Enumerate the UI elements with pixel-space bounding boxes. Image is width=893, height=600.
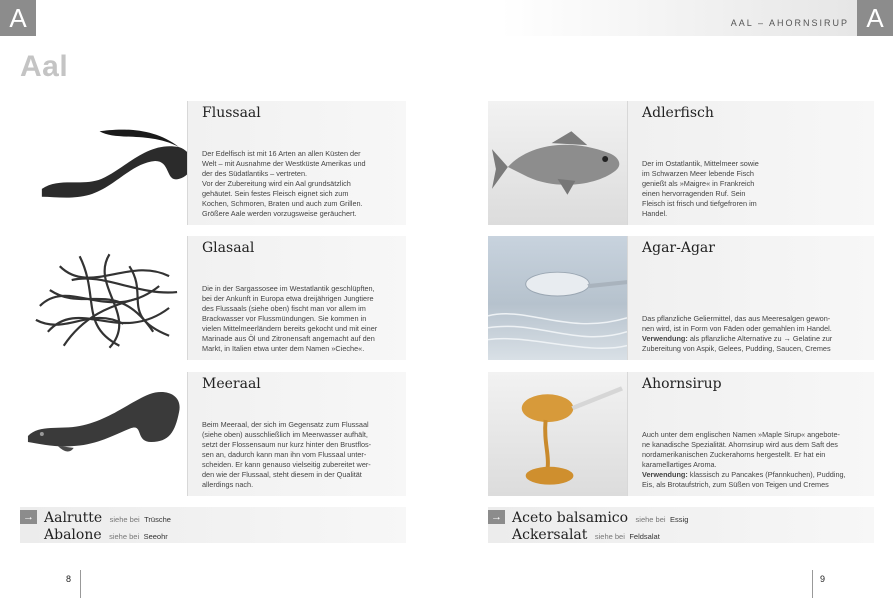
entry-meeraal <box>20 372 406 496</box>
cross-reference-box-left <box>20 507 406 543</box>
entry-title: Agar-Agar <box>642 240 715 256</box>
maple-syrup-spoon-photo <box>488 372 628 496</box>
entry-glasaal <box>20 236 406 360</box>
entry-title: Ahornsirup <box>642 376 722 392</box>
cross-reference: Ackersalat siehe bei Feldsalat <box>512 527 660 543</box>
entry-adlerfisch <box>488 101 874 225</box>
entry-title: Flussaal <box>202 105 261 121</box>
cross-reference: Aceto balsamico siehe bei Essig <box>512 510 689 526</box>
page-letter-right: A <box>857 0 893 36</box>
glass-eels-photo <box>20 236 188 360</box>
running-head: AAL – AHORNSIRUP <box>730 18 849 28</box>
entry-title: Meeraal <box>202 376 261 392</box>
entry-text: Der Edelfisch ist mit 16 Arten an allen Küsten der Welt – mit Ausnahme der Westküste Amerikas und der des Südatlantiks – vertreten. Vor der Zubereitung wird ein Aal grundsätzlich gehäutet. Sein festes Fleisch eignet sich zum Kochen, Schmoren, Braten und auch zum Grillen. Größere Aale werden vorzugsweise geräuchert. <box>202 149 366 218</box>
entry-text: Das pflanzliche Geliermittel, das aus Meeresalgen gewon- nen wird, ist in Form von Fäden oder gemahlen im Handel. Verwendung: als pflanzliche Alternative zu → Gelatine zur Zubereitung von Aspik, Gelees, Pudding, Saucen, Cremes <box>642 314 833 353</box>
cross-reference: Aalrutte siehe bei Trüsche <box>44 510 171 526</box>
entry-title: Adlerfisch <box>642 105 714 121</box>
entry-ahornsirup <box>488 372 874 496</box>
cross-reference-box-right <box>488 507 874 543</box>
eel-photo <box>20 101 188 225</box>
conger-eel-photo <box>20 372 188 496</box>
page-title: Aal <box>20 50 69 83</box>
folio-rule-right <box>812 570 813 598</box>
entry-text: Auch unter dem englischen Namen »Maple Sirup« angebote- ne kanadische Spezialität. Ahornsirup wird aus dem Saft des nordamerikanischen Zuckerahorns hergestellt. Er hat ein karamellartiges Aroma. Verwendung: klassisch zu Pancakes (Pfannkuchen), Pudding, Eis, als Brotaufstrich, zum Süßen von Teigen und Cremes <box>642 430 846 489</box>
entry-flussaal <box>20 101 406 225</box>
arrow-right-icon: → <box>488 510 505 524</box>
agar-spoon-photo <box>488 236 628 360</box>
page-letter-left: A <box>0 0 36 36</box>
entry-text: Der im Ostatlantik, Mittelmeer sowie im Schwarzen Meer lebende Fisch genießt als »Maigre« in Frankreich einen hervorragenden Ruf. Sein Fleisch ist frisch und tiefgefroren im Handel. <box>642 159 759 218</box>
arrow-right-icon: → <box>20 510 37 524</box>
folio-rule-left <box>80 570 81 598</box>
entry-text: Die in der Sargassosee im Westatlantik geschlüpften, bei der Ankunft in Europa etwa dreijährigen Jungtiere des Flussaals (siehe oben) fischt man vor allem im Brackwasser vor Flussmündungen. Sie kommen in vielen Mittelmeerländern bereits gekocht und mit einer Marinade aus Öl und Zitronensaft angemacht auf den Markt, in Italien etwa unter dem Namen »Cieche«. <box>202 284 378 353</box>
entry-title: Glasaal <box>202 240 255 256</box>
meagre-fish-photo <box>488 101 628 225</box>
cross-reference: Abalone siehe bei Seeohr <box>44 527 168 543</box>
entry-text: Beim Meeraal, der sich im Gegensatz zum Flussaal (siehe oben) ausschließlich im Meerwasser aufhält, setzt der Flossensaum nur kurz hinter den Brustflos- sen an, dadurch kann man ihn vom Flussaal unter- scheiden. Er kann genauso vielseitig zubereitet wer- den wie der Flussaal, steht diesem in der Qualität allerdings nach. <box>202 420 372 489</box>
page-number-left: 8 <box>66 574 72 584</box>
entry-agar-agar <box>488 236 874 360</box>
page-number-right: 9 <box>820 574 826 584</box>
